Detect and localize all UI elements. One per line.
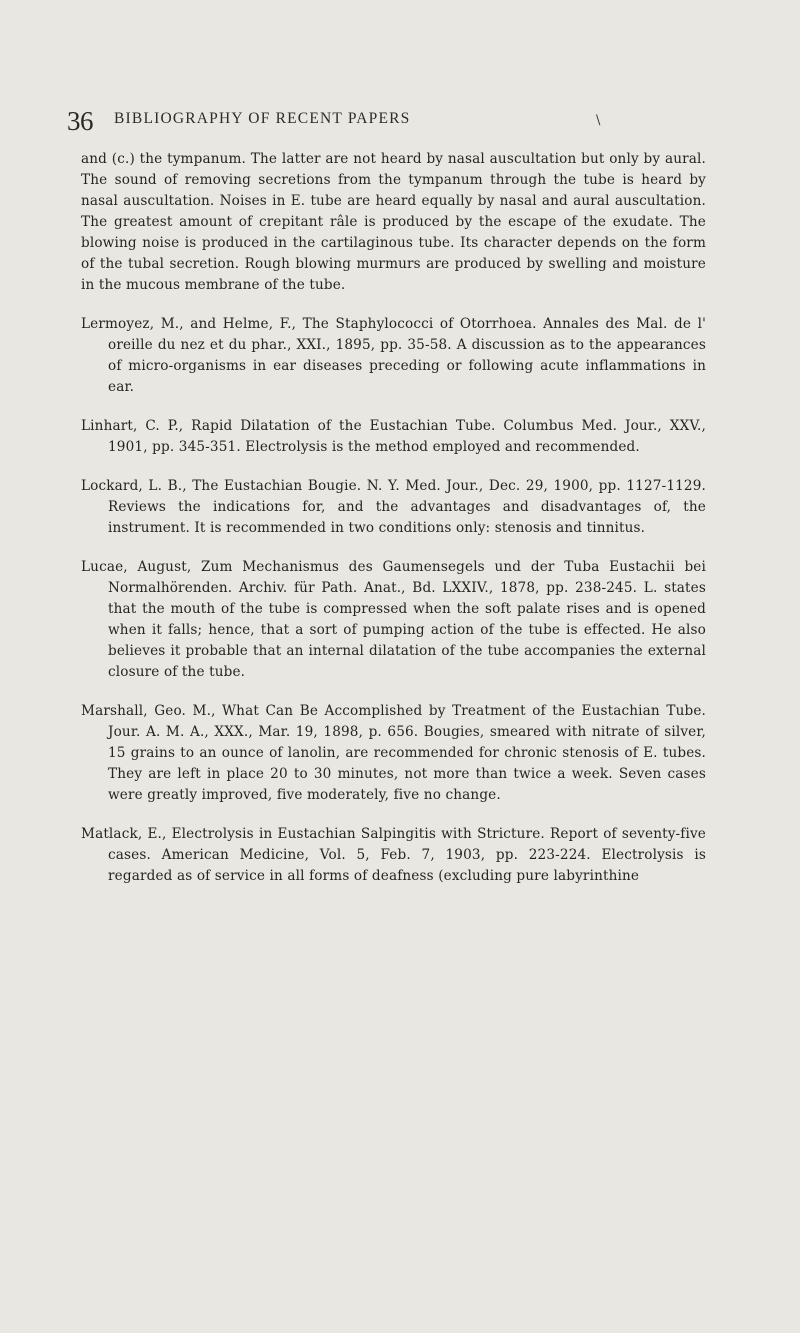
- page-number: 36: [67, 106, 93, 136]
- bibliography-entry-matlack: Matlack, E., Electrolysis in Eustachian Salpingitis with Stricture. Report of seventy-five cases. American Medicine, Vol. 5, Feb. 7, 1903, pp. 223-224. Electrolysis is regarded as of service in all forms of deafness (excluding pure labyrinthine: [81, 826, 706, 884]
- bibliography-entry-lockard: Lockard, L. B., The Eustachian Bougie. N. Y. Med. Jour., Dec. 29, 1900, pp. 1127-1129. Reviews the indications for, and the advantages and disadvantages of, the instrument. It is recommended in two conditions only: stenosis and tinnitus.: [81, 478, 706, 536]
- corner-mark: \: [596, 113, 601, 128]
- bibliography-entry-linhart: Linhart, C. P., Rapid Dilatation of the Eustachian Tube. Columbus Med. Jour., XXV., 1901, pp. 345-351. Electrolysis is the method employed and recommended.: [81, 418, 706, 455]
- bibliography-entry-lucae: Lucae, August, Zum Mechanismus des Gaumensegels und der Tuba Eustachii bei Normalhörenden. Archiv. für Path. Anat., Bd. LXXIV., 1878, pp. 238-245. L. states that the mouth of the tube is compressed when the soft palate rises and is opened when it falls; hence, that a sort of pumping action of the tube is effected. He also believes it probable that an internal dilatation of the tube accompanies the external closure of the tube.: [81, 559, 706, 680]
- bibliography-entry-lermoyez: Lermoyez, M., and Helme, F., The Staphylococci of Otorrhoea. Annales des Mal. de l' oreille du nez et du phar., XXI., 1895, pp. 35-58. A discussion as to the appearances of micro-organisms in ear diseases preceding or following acute inflammations in ear.: [81, 316, 706, 395]
- continued-paragraph: and (c.) the tympanum. The latter are not heard by nasal auscultation but only by aural. The sound of removing secretions from the tympanum through the tube is heard by nasal auscultation. Noises in E. tube are heard equally by nasal and aural auscultation. The greatest amount of crepitant râle is produced by the escape of the exudate. The blowing noise is produced in the cartilaginous tube. Its character depends on the form of the tubal secretion. Rough blowing murmurs are produced by swelling and moisture in the mucous membrane of the tube.: [81, 151, 706, 293]
- running-title: BIBLIOGRAPHY OF RECENT PAPERS: [114, 110, 411, 127]
- bibliography-entry-marshall: Marshall, Geo. M., What Can Be Accomplished by Treatment of the Eustachian Tube. Jour. A. M. A., XXX., Mar. 19, 1898, p. 656. Bougies, smeared with nitrate of silver, 15 grains to an ounce of lanolin, are recommended for chronic stenosis of E. tubes. They are left in place 20 to 30 minutes, not more than twice a week. Seven cases were greatly improved, five moderately, five no change.: [81, 703, 706, 803]
- bibliography-body: [81, 149, 706, 887]
